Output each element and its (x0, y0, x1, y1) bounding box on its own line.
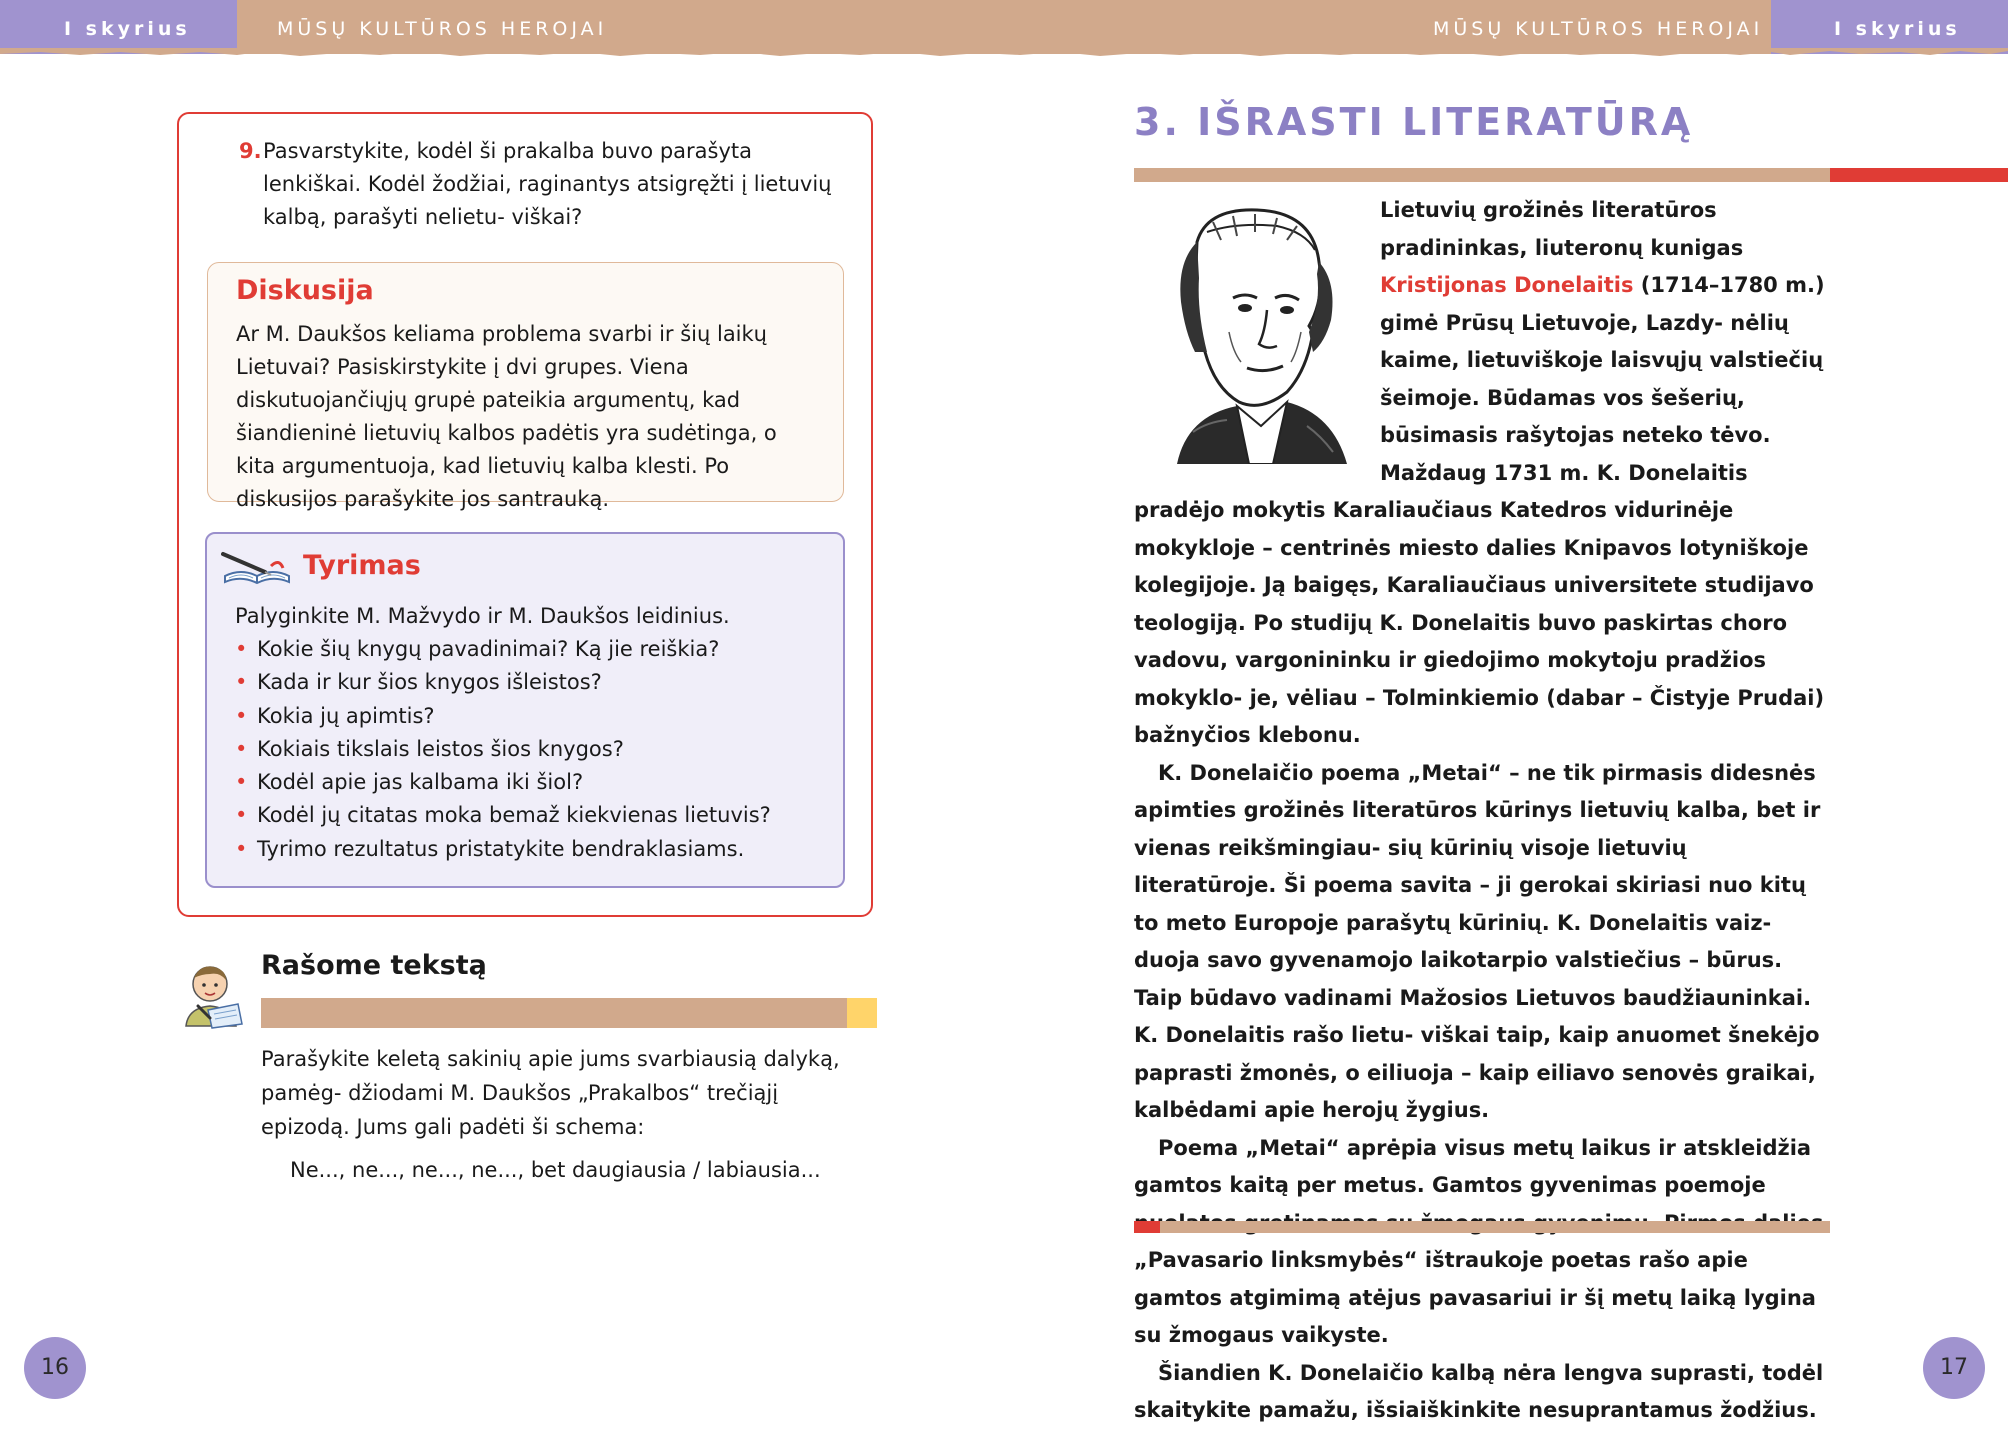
discussion-body: Ar M. Daukšos keliama problema svarbi ir šių laikų Lietuvai? Pasiskirstykite į dvi grupes. Viena diskutuojančiųjų grupė pateikia argumentų, kad šiandieninė lietuvių kalbos padėtis yra sudėtinga, o kita argumentuoja, kad lietuvių kalba klesti. Po diskusijos parašykite jos santrauką. (236, 322, 777, 511)
writing-task-bar-accent (847, 998, 877, 1028)
discussion-title: Diskusija (236, 275, 374, 306)
page-title: 3. IŠRASTI LITERATŪRĄ (1134, 100, 1694, 144)
list-item: • Tyrimo rezultatus pristatykite bendraklasiams. (235, 833, 771, 866)
research-title: Tyrimas (303, 550, 421, 581)
writing-task-body: Parašykite keletą sakinių apie jums svarbiausią dalyką, pamėg- džiodami M. Daukšos „Prakalbos“ trečiąjį epizodą. Jums gali padėti ši schema: (261, 1047, 840, 1139)
question-text: Pasvarstykite, kodėl ši prakalba buvo parašyta lenkiškai. Kodėl žodžiai, raginantys atsigręžti į lietuvių kalbą, parašyti nelietu- viškai? (263, 139, 832, 229)
header-right-chapter: I skyrius (1834, 18, 1961, 40)
header-left-chapter: I skyrius (64, 18, 191, 40)
title-underline-accent (1830, 168, 2008, 182)
question-number: 9. (239, 139, 262, 163)
research-box (205, 532, 845, 888)
research-intro: Palyginkite M. Mažvydo ir M. Daukšos leidinius. (235, 604, 730, 628)
list-item: • Kodėl jų citatas moka bemaž kiekvienas lietuvis? (235, 799, 771, 832)
author-name: Kristijonas Donelaitis (1380, 273, 1634, 297)
list-item: • Kodėl apie jas kalbama iki šiol? (235, 766, 771, 799)
header-left-section: MŪSŲ KULTŪROS HEROJAI (277, 18, 608, 40)
article-paragraph-3: Poema „Metai“ aprėpia visus metų laikus ir atskleidžia gamtos kaitą per metus. Gamtos gyvenimas poemoje „Pavasario linksmybės“ ištraukoje poetas rašo apie gamtos atgimimą atėjus pavasariui ir šį metų laiką lygina su žmogaus vaikyste. (1134, 1135, 1816, 1347)
book-pen-icon (221, 548, 293, 588)
portrait-float-space (1134, 192, 1380, 482)
article-p1-before: Lietuvių grožinės literatūros pradininkas, liuteronų kunigas (1380, 198, 1744, 260)
writing-task-title: Rašome tekstą (261, 950, 487, 981)
page-number-left: 16 (24, 1337, 86, 1399)
list-item: • Kokia jų apimtis? (235, 700, 771, 733)
question-9 (239, 135, 849, 234)
header-torn-edge (0, 48, 2008, 58)
header-right-section: MŪSŲ KULTŪROS HEROJAI (1433, 18, 1764, 40)
discussion-box (207, 262, 844, 511)
writing-child-icon (180, 960, 246, 1030)
bottom-divider-bar (1134, 1221, 1830, 1233)
article-paragraph-2: K. Donelaičio poema „Metai“ – ne tik pirmasis didesnės apimties grožinės literatūros kūrinys lietuvių kalba, bet ir vienas reikšmingiau- sių kūrinių visoje lietuvių literatūroje. Ši poema savita – ji gerokai skiriasi nuo kitų to meto Europoje parašytų kūrinių. K. Donelaitis vaiz- duoja savo gyvenamojo laikotarpio valstiečius – būrus. Taip būdavo vadinami Mažosios Lietuvos baudžiauninkai. K. Donelaitis rašo lietu- viškai taip, kaip anuomet šnekėjo paprasti žmonės, o eiliuoja – kaip eiliavo senovės graikai, kalbėdami apie herojų žygius. (1134, 760, 1821, 1122)
list-item: • Kokie šių knygų pavadinimai? Ką jie reiškia? (235, 633, 771, 666)
writing-task-schema: Ne..., ne..., ne..., ne..., bet daugiausia / labiausia... (290, 1158, 821, 1182)
writing-task-bar (261, 998, 847, 1028)
list-item: • Kokiais tikslais leistos šios knygos? (235, 733, 771, 766)
article-text (1134, 192, 1834, 1430)
list-item: • Kada ir kur šios knygos išleistos? (235, 666, 771, 699)
bottom-divider-accent (1134, 1221, 1160, 1233)
article-paragraph-4: Šiandien K. Donelaičio kalbą nėra lengva suprasti, todėl skaitykite pamažu, išsiaiškinkite nesuprantamus žodžius. (1134, 1360, 1824, 1422)
article-p1-after: (1714–1780 m.) gimė Prūsų Lietuvoje, Lazdy- nėlių kaime, lietuviškoje laisvųjų valstiečių šeimoje. Būdamas vos šešerių, būsimasis rašytojas neteko tėvo. Maždaug 1731 m. K. Donelaitis pradėjo mokytis Karaliaučiaus Katedros vidurinėje mokykloje – centrinės miesto dalies Knipavos lotyniškoje kolegijoje. Ją baigęs, Karaliaučiaus universitete studijavo teologiją. Po studijų K. Donelaitis buvo paskirtas choro vadovu, vargonininku ir giedojimo mokytoju pradžios mokyklo- je, vėliau – Tolminkiemio (dabar – Čistyje Prudai) bažnyčios klebonu. (1134, 273, 1825, 747)
title-underline-bar (1134, 168, 1834, 182)
research-list (235, 633, 771, 866)
page-number-right: 17 (1923, 1337, 1985, 1399)
